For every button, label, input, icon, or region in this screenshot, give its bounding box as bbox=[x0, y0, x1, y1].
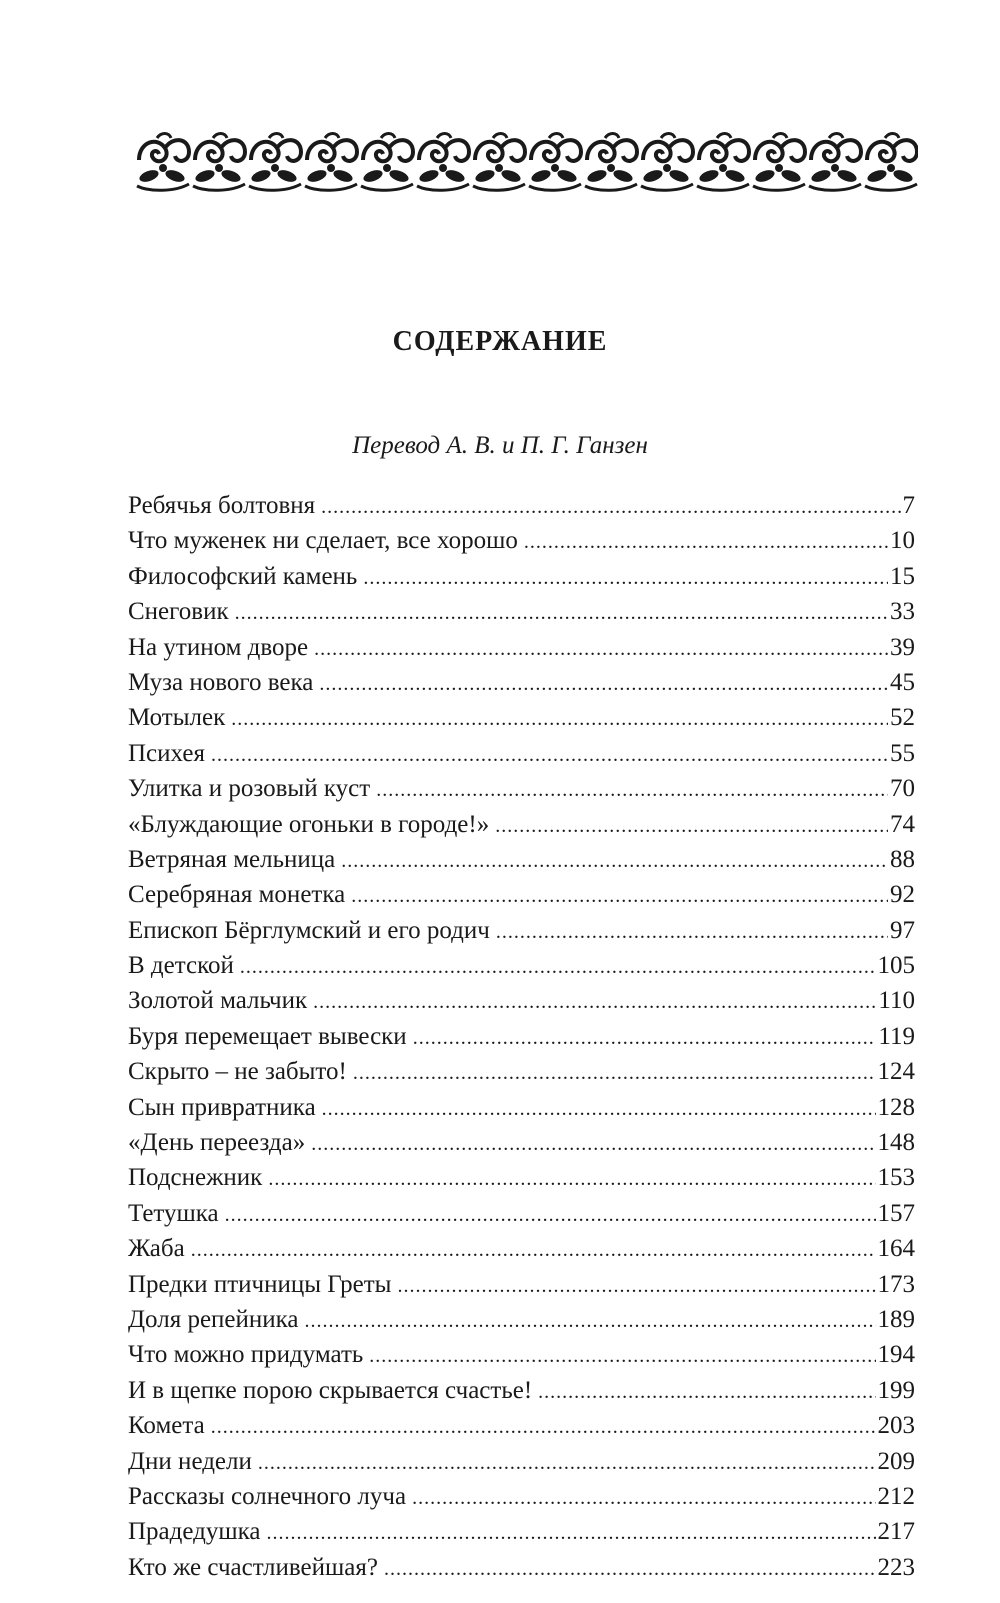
toc-entry-title: Прадедушка bbox=[128, 1518, 261, 1546]
toc-entry-page: 124 bbox=[877, 1058, 915, 1086]
toc-dot-leader bbox=[311, 1127, 875, 1162]
toc-dot-leader bbox=[314, 632, 888, 667]
toc-entry-page: 194 bbox=[877, 1341, 915, 1369]
toc-entry bbox=[128, 1373, 915, 1408]
toc-dot-leader bbox=[376, 773, 888, 808]
toc-dot-leader bbox=[231, 702, 888, 737]
toc-entry-title: Доля репейника bbox=[128, 1305, 299, 1333]
toc-dot-leader bbox=[240, 950, 876, 985]
toc-dot-leader bbox=[369, 1339, 875, 1374]
toc-entry-title: Подснежник bbox=[128, 1164, 263, 1192]
toc-entry bbox=[128, 1444, 915, 1479]
toc-entry-title: Епископ Бёрглумский и его родич bbox=[128, 916, 490, 944]
toc-entry-title: Мотылек bbox=[128, 704, 226, 732]
toc-dot-leader bbox=[351, 879, 888, 914]
toc-entry-page: 173 bbox=[877, 1270, 915, 1298]
toc-entry-title: В детской bbox=[128, 952, 234, 980]
toc-dot-leader bbox=[353, 1056, 876, 1091]
toc-entry-title: Скрыто – не забыто! bbox=[128, 1058, 347, 1086]
toc-entry-page: 209 bbox=[877, 1447, 915, 1475]
toc-dot-leader bbox=[341, 844, 888, 879]
toc-entry bbox=[128, 1196, 915, 1231]
floral-ornament-icon bbox=[135, 128, 918, 198]
toc-entry bbox=[128, 1550, 915, 1585]
toc-entry-title: Что муженек ни сделает, все хорошо bbox=[128, 527, 518, 555]
toc-entry bbox=[128, 1514, 915, 1549]
toc-dot-leader bbox=[384, 1552, 876, 1587]
toc-entry-title: И в щепке порою скрывается счастье! bbox=[128, 1376, 533, 1404]
toc-dot-leader bbox=[524, 525, 888, 560]
toc-entry-title: Психея bbox=[128, 739, 206, 767]
toc-entry-page: 223 bbox=[877, 1553, 915, 1581]
toc-entry-title: Кто же счастливейшая? bbox=[128, 1553, 378, 1581]
toc-entry-title: Ветряная мельница bbox=[128, 845, 336, 873]
toc-dot-leader bbox=[496, 915, 888, 950]
toc-entry bbox=[128, 1160, 915, 1195]
toc-entry-page: 7 bbox=[902, 492, 915, 519]
toc-dot-leader bbox=[495, 809, 888, 844]
toc-entry-title: Золотой мальчик bbox=[128, 987, 308, 1015]
toc-entry-page: 70 bbox=[890, 775, 915, 803]
toc-entry-page: 157 bbox=[877, 1199, 915, 1227]
toc-entry bbox=[128, 559, 915, 594]
toc-entry bbox=[128, 771, 915, 806]
toc-entry-page: 119 bbox=[878, 1022, 915, 1050]
toc-entry-title: Снеговик bbox=[128, 598, 229, 626]
toc-entry-title: Тетушка bbox=[128, 1199, 219, 1227]
toc-entry-page: 203 bbox=[877, 1412, 915, 1440]
toc-dot-leader bbox=[191, 1233, 876, 1268]
toc-entry-title: Что можно придумать bbox=[128, 1341, 364, 1369]
toc-entry bbox=[128, 948, 915, 983]
toc-entry bbox=[128, 523, 915, 558]
toc-entry-page: 10 bbox=[890, 527, 915, 555]
toc-dot-leader bbox=[363, 561, 888, 596]
toc-entry-page: 105 bbox=[877, 952, 915, 980]
toc-entry bbox=[128, 1302, 915, 1337]
toc-dot-leader bbox=[322, 1092, 876, 1127]
toc-entry bbox=[128, 736, 915, 771]
toc-entry-title: Ребячья болтовня bbox=[128, 492, 316, 519]
toc-entry-page: 199 bbox=[877, 1376, 915, 1404]
toc-entry-page: 148 bbox=[877, 1129, 915, 1157]
toc-dot-leader bbox=[225, 1198, 876, 1233]
toc-entry bbox=[128, 594, 915, 629]
toc-dot-leader bbox=[538, 1375, 875, 1410]
toc-entry-title: «День переезда» bbox=[128, 1129, 306, 1157]
toc-entry-title: Серебряная монетка bbox=[128, 881, 346, 909]
toc-dot-leader bbox=[413, 1021, 877, 1056]
toc-entry-title: Буря перемещает вывески bbox=[128, 1022, 407, 1050]
toc-entry bbox=[128, 1090, 915, 1125]
toc-entry-page: 33 bbox=[890, 598, 915, 626]
toc-entry-title: Сын привратника bbox=[128, 1093, 316, 1121]
toc-dot-leader bbox=[321, 490, 900, 525]
toc-entry bbox=[128, 983, 915, 1018]
ornament-border bbox=[135, 128, 918, 198]
translation-credit: Перевод А. В. и П. Г. Ганзен bbox=[352, 432, 648, 459]
toc-entry bbox=[128, 665, 915, 700]
toc-entry bbox=[128, 488, 915, 523]
toc-entry-page: 15 bbox=[890, 562, 915, 590]
toc-entry bbox=[128, 877, 915, 912]
toc-entry-title: «Блуждающие огоньки в городе!» bbox=[128, 810, 490, 838]
toc-entry-page: 164 bbox=[877, 1235, 915, 1263]
toc-entry-page: 217 bbox=[877, 1518, 915, 1546]
table-of-contents bbox=[128, 488, 915, 1585]
toc-entry bbox=[128, 1267, 915, 1302]
toc-entry-page: 97 bbox=[890, 916, 915, 944]
toc-entry-title: Предки птичницы Греты bbox=[128, 1270, 392, 1298]
toc-dot-leader bbox=[211, 1410, 876, 1445]
toc-entry bbox=[128, 630, 915, 665]
toc-entry bbox=[128, 807, 915, 842]
toc-entry bbox=[128, 1337, 915, 1372]
toc-entry bbox=[128, 700, 915, 735]
toc-dot-leader bbox=[211, 738, 888, 773]
toc-entry-page: 110 bbox=[878, 987, 915, 1015]
toc-entry bbox=[128, 1054, 915, 1089]
toc-entry bbox=[128, 1479, 915, 1514]
toc-dot-leader bbox=[268, 1162, 875, 1197]
toc-entry-page: 55 bbox=[890, 739, 915, 767]
toc-entry-title: Комета bbox=[128, 1412, 205, 1440]
toc-entry bbox=[128, 1125, 915, 1160]
toc-entry-title: Улитка и розовый куст bbox=[128, 775, 371, 803]
toc-entry-page: 52 bbox=[890, 704, 915, 732]
toc-entry-title: На утином дворе bbox=[128, 633, 309, 661]
toc-entry bbox=[128, 1019, 915, 1054]
toc-entry-page: 39 bbox=[890, 633, 915, 661]
toc-entry-page: 88 bbox=[890, 845, 915, 873]
toc-entry bbox=[128, 1231, 915, 1266]
toc-entry-page: 45 bbox=[890, 668, 915, 696]
toc-entry-title: Рассказы солнечного луча bbox=[128, 1482, 407, 1510]
toc-dot-leader bbox=[258, 1446, 876, 1481]
toc-dot-leader bbox=[266, 1516, 875, 1551]
toc-entry-page: 74 bbox=[890, 810, 915, 838]
toc-entry-page: 92 bbox=[890, 881, 915, 909]
page-title: СОДЕРЖАНИЕ bbox=[392, 326, 608, 357]
toc-entry-title: Жаба bbox=[128, 1235, 185, 1263]
toc-entry-title: Философский камень bbox=[128, 562, 358, 590]
toc-entry-title: Дни недели bbox=[128, 1447, 252, 1475]
toc-entry-title: Муза нового века bbox=[128, 668, 314, 696]
toc-dot-leader bbox=[313, 985, 876, 1020]
toc-entry bbox=[128, 842, 915, 877]
toc-dot-leader bbox=[235, 596, 888, 631]
toc-dot-leader bbox=[397, 1269, 875, 1304]
toc-entry-page: 189 bbox=[877, 1305, 915, 1333]
toc-dot-leader bbox=[412, 1481, 875, 1516]
toc-entry bbox=[128, 1408, 915, 1443]
toc-dot-leader bbox=[319, 667, 888, 702]
toc-entry bbox=[128, 913, 915, 948]
toc-entry-page: 153 bbox=[877, 1164, 915, 1192]
toc-dot-leader bbox=[305, 1304, 876, 1339]
toc-entry-page: 128 bbox=[877, 1093, 915, 1121]
toc-entry-page: 212 bbox=[877, 1482, 915, 1510]
